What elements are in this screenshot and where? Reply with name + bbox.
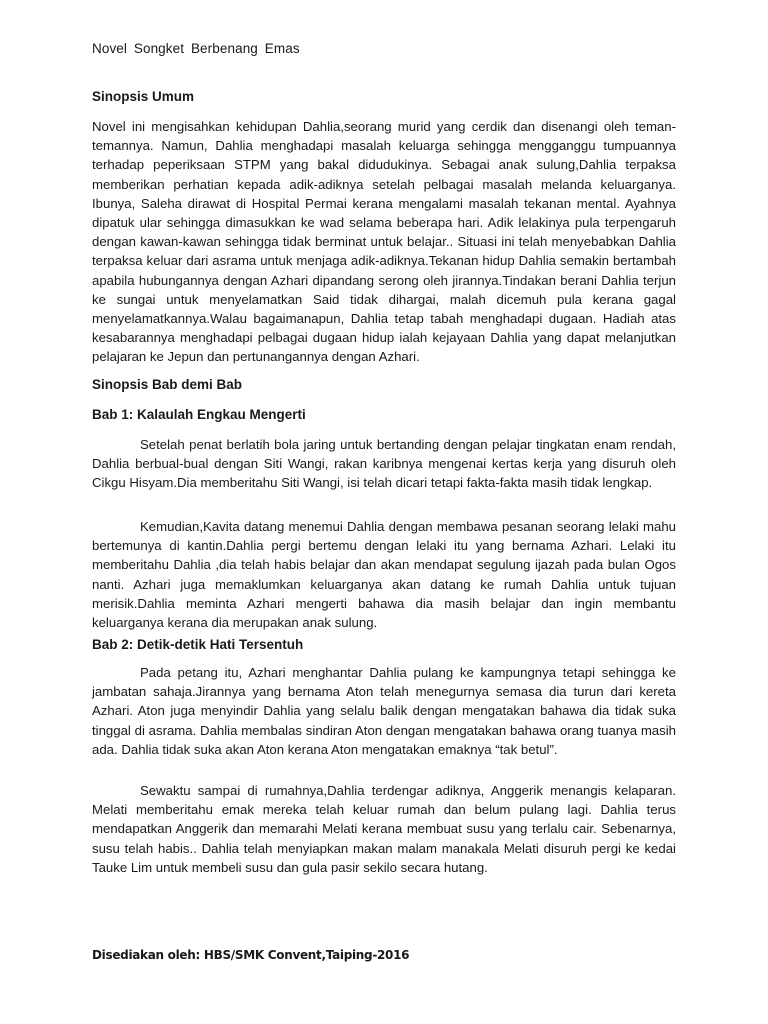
heading-bab-1: Bab 1: Kalaulah Engkau Mengerti xyxy=(92,407,306,422)
heading-sinopsis-umum: Sinopsis Umum xyxy=(92,89,195,104)
paragraph-bab-1-2: Kemudian,Kavita datang menemui Dahlia dengan membawa pesanan seorang lelaki mahu bertemunya di kantin.Dahlia pergi bertemu dengan lelaki itu yang bernama Azhari. Lelaki itu memberitahu Dahlia ,dia telah habis belajar dan akan mendapat segulung ijazah pada bulan Ogos nanti. Azhari juga memaklumkan keluarganya akan datang ke rumah Dahlia untuk tujuan merisik.Dahlia meminta Azhari mengerti bahawa dia masih belajar dan ingin membantu keluarganya kerana dia merupakan anak sulung. xyxy=(92,519,676,631)
heading-bab-2: Bab 2: Detik-detik Hati Tersentuh xyxy=(92,637,304,652)
paragraph-sinopsis-umum: Novel ini mengisahkan kehidupan Dahlia,seorang murid yang cerdik dan disenangi oleh teman-temannya. Namun, Dahlia menghadapi masalah keluarga sehingga mengganggu tumpuannya terhadap peperiksaan STPM yang bakal didudukinya. Sebagai anak sulung,Dahlia terpaksa memberikan perhatian kepada adik-adiknya setelah pelbagai masalah melanda keluarganya. Ibunya, Saleha dirawat di Hospital Permai kerana mengalami masalah tekanan mental. Ayahnya dipatuk ular sehingga dimasukkan ke wad selama beberapa hari. Adik lelakinya pula terpengaruh dengan kawan-kawan sehingga tidak berminat untuk belajar.. Situasi ini telah menyebabkan Dahlia terpaksa keluar dari asrama untuk menjaga adik-adiknya.Tekanan hidup Dahlia semakin bertambah apabila hubungannya dengan Azhari dipandang serong oleh jirannya.Tindakan berani Dahlia terjun ke sungai untuk menyelamatkan Said tidak dihargai, malah dicemuh pula kerana gagal menyelamatkannya.Walau bagaimanapun, Dahlia tetap tabah menghadapi dugaan. Hadiah atas kesabarannya menghadapi pelbagai dugaan hidup ialah kejayaan Dahlia yang dapat melanjutkan pelajaran ke Jepun dan pertunangannya dengan Azhari. xyxy=(92,119,676,365)
paragraph-bab-2-1: Pada petang itu, Azhari menghantar Dahlia pulang ke kampungnya tetapi sehingga ke jambatan sahaja.Jirannya yang bernama Aton telah menegurnya semasa dia turun dari kereta Azhari. Aton juga menyindir Dahlia yang selalu balik dengan mengatakan bahawa dia tidak suka tinggal di asrama. Dahlia membalas sindiran Aton dengan mengatakan bahawa orang tuanya masih ada. Dahlia tidak suka akan Aton kerana Aton mengatakan emaknya “tak betul”. xyxy=(92,665,676,757)
heading-sinopsis-bab: Sinopsis Bab demi Bab xyxy=(92,377,243,392)
paragraph-bab-2-2: Sewaktu sampai di rumahnya,Dahlia terdengar adiknya, Anggerik menangis kelaparan. Melati memberitahu emak mereka telah keluar rumah dan belum pulang lagi. Dahlia terus mendapatkan Anggerik dan memarahi Melati kerana membuat susu yang terlalu cair. Sebenarnya, susu telah habis.. Dahlia telah menyiapkan makan malam manakala Melati disuruh pergi ke kedai Tauke Lim untuk membeli susu dan gula pasir sekilo secara hutang. xyxy=(92,783,676,875)
footer-credit: Disediakan oleh: HBS/SMK Convent,Taiping-2016 xyxy=(92,948,410,962)
document-title: Novel Songket Berbenang Emas xyxy=(92,41,300,56)
paragraph-bab-1-1: Setelah penat berlatih bola jaring untuk bertanding dengan pelajar tingkatan enam rendah, Dahlia berbual-bual dengan Siti Wangi, rakan karibnya mengenai kertas kerja yang disuruh oleh Cikgu Hisyam.Dia memberitahu Siti Wangi, isi telah dicari tetapi fakta-fakta masih tidak lengkap. xyxy=(92,437,676,491)
